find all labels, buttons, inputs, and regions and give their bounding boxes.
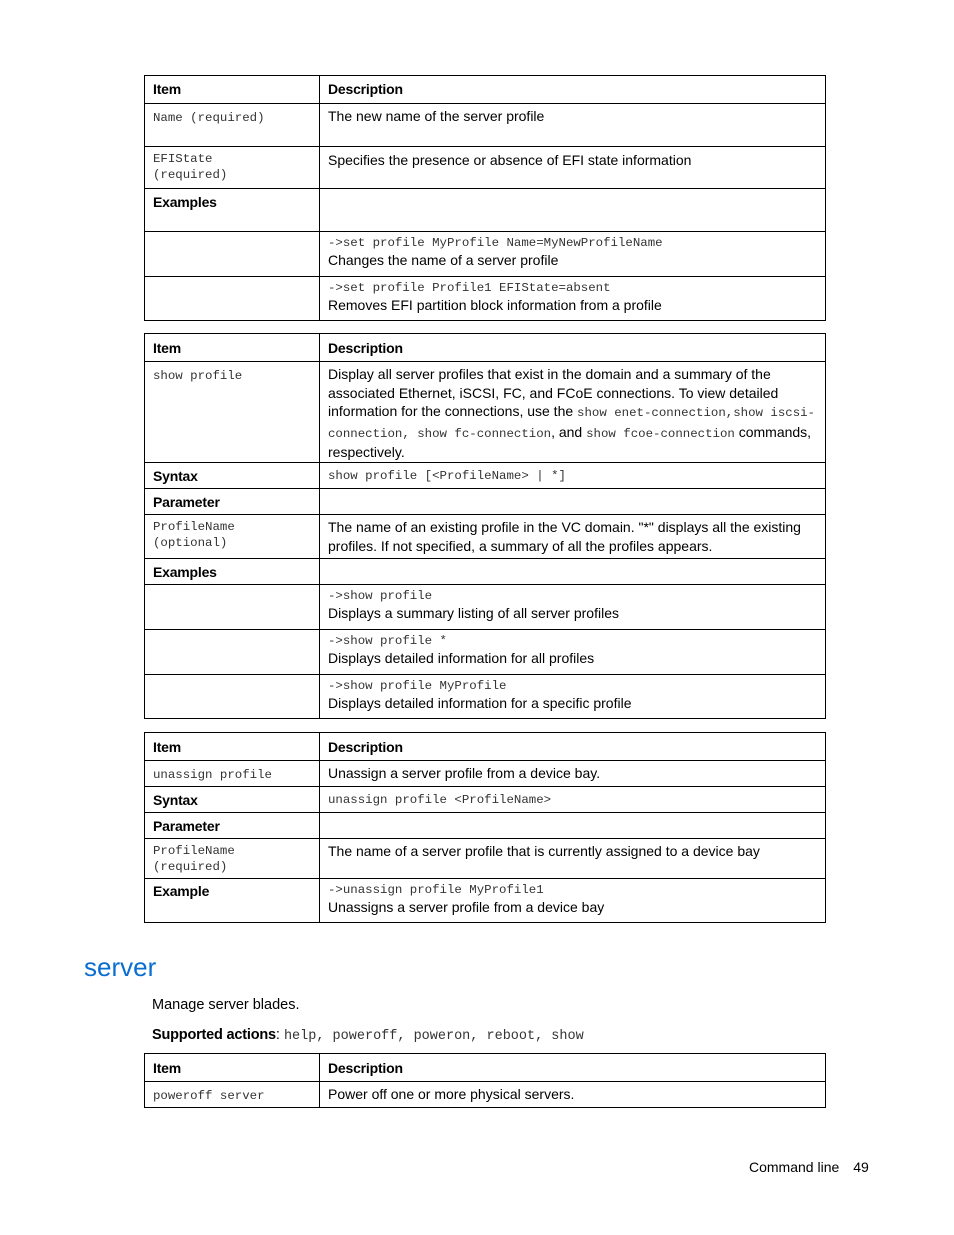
param-description: The name of a server profile that is currently assigned to a device bay xyxy=(320,839,826,879)
section-heading: server xyxy=(84,952,157,982)
poweroff-server-table xyxy=(144,1053,826,1108)
page-footer xyxy=(749,1159,869,1175)
poweroff-description: Power off one or more physical servers. xyxy=(320,1082,826,1108)
example-label: Example xyxy=(145,879,320,923)
header-item: Item xyxy=(145,334,320,362)
example-description: Changes the name of a server profile xyxy=(328,252,559,268)
header-description: Description xyxy=(320,76,826,104)
example-row xyxy=(320,630,826,675)
example-description: Removes EFI partition block information from a profile xyxy=(328,297,662,313)
example-row xyxy=(320,232,826,277)
example-description: Displays detailed information for a specific profile xyxy=(328,695,632,711)
syntax-label: Syntax xyxy=(145,463,320,489)
parameter-label: Parameter xyxy=(145,489,320,515)
footer-label: Command line xyxy=(749,1159,840,1175)
header-item: Item xyxy=(145,1054,320,1082)
parameter-label: Parameter xyxy=(145,813,320,839)
supported-actions: Supported actions: help, poweroff, poweron, reboot, show xyxy=(152,1027,584,1044)
supported-actions-label: Supported actions xyxy=(152,1027,276,1043)
example-row xyxy=(320,277,826,321)
example-description: Displays detailed information for all profiles xyxy=(328,650,595,666)
example-row xyxy=(320,675,826,719)
supported-actions-list: help, poweroff, poweron, reboot, show xyxy=(283,1029,584,1044)
param-profilename: ProfileName (required) xyxy=(153,844,235,874)
syntax-value: unassign profile <ProfileName> xyxy=(328,793,552,807)
item-name-required: Name (required) xyxy=(153,111,265,125)
example-command: ->set profile MyProfile Name=MyNewProfileName xyxy=(328,236,663,250)
set-profile-table xyxy=(144,75,826,321)
desc-efistate: Specifies the presence or absence of EFI state information xyxy=(320,147,826,189)
page-number: 49 xyxy=(853,1159,869,1175)
example-description: Displays a summary listing of all server profiles xyxy=(328,605,619,621)
param-profilename: ProfileName (optional) xyxy=(153,520,235,550)
example-command: ->set profile Profile1 EFIState=absent xyxy=(328,281,611,295)
header-description: Description xyxy=(320,1054,826,1082)
header-description: Description xyxy=(320,334,826,362)
example-description: Unassigns a server profile from a device bay xyxy=(328,899,605,915)
param-description: The name of an existing profile in the VC domain. "*" displays all the existing profiles. If not specified, a summary of all the profiles appears. xyxy=(320,515,826,559)
show-profile-description: Display all server profiles that exist in the domain and a summary of the associated Ethernet, iSCSI, FC, and FCoE connections. To view detailed information for the connections, use the show enet-connection,show iscsi-connection, show fc-connection, and show fcoe-connection commands, respectively. xyxy=(320,362,826,463)
header-item: Item xyxy=(145,733,320,761)
show-profile-table xyxy=(144,333,826,719)
item-show-profile: show profile xyxy=(153,369,243,383)
unassign-description: Unassign a server profile from a device bay. xyxy=(320,761,826,787)
example-row xyxy=(320,585,826,630)
example-command: ->show profile * xyxy=(328,634,447,648)
item-unassign-profile: unassign profile xyxy=(153,768,272,782)
unassign-profile-table xyxy=(144,732,826,923)
syntax-value: show profile [<ProfileName> | *] xyxy=(328,469,566,483)
item-poweroff-server: poweroff server xyxy=(153,1089,265,1103)
section-intro: Manage server blades. xyxy=(152,997,300,1013)
example-command: ->show profile MyProfile xyxy=(328,679,507,693)
example-command: ->show profile xyxy=(328,589,433,603)
header-description: Description xyxy=(320,733,826,761)
syntax-label: Syntax xyxy=(145,787,320,813)
examples-label: Examples xyxy=(145,559,320,585)
item-efistate-required: EFIState (required) xyxy=(153,152,228,182)
example-command: ->unassign profile MyProfile1 xyxy=(328,883,544,897)
example-row xyxy=(320,879,826,923)
header-item: Item xyxy=(145,76,320,104)
desc-name: The new name of the server profile xyxy=(320,104,826,147)
examples-label: Examples xyxy=(145,189,320,232)
